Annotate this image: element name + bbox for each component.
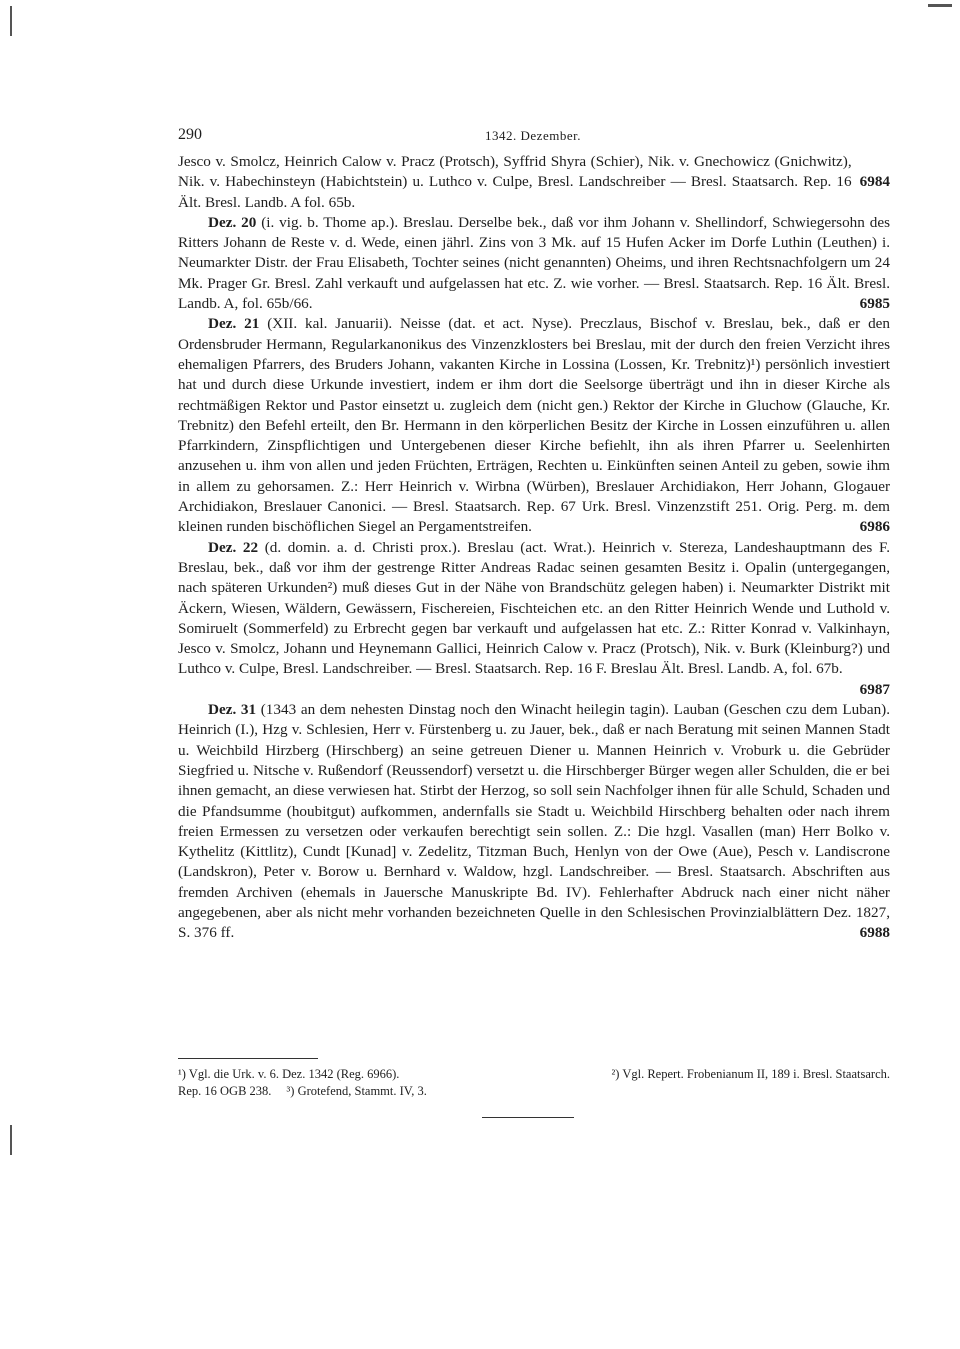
regest-entry-6986	[178, 314, 890, 537]
footnote-1: ¹) Vgl. die Urk. v. 6. Dez. 1342 (Reg. 6966).	[178, 1067, 400, 1081]
page-number: 290	[178, 126, 202, 143]
regest-entry-6984	[178, 152, 890, 213]
regest-number: 6988	[859, 924, 890, 942]
footnote-separator	[178, 1058, 318, 1059]
footnote-line-1	[178, 1066, 890, 1083]
page-header	[178, 126, 888, 148]
scan-edge-mark-bottom-left	[10, 1125, 12, 1155]
page-end-rule	[482, 1117, 574, 1118]
footnote-2-continued: Rep. 16 OGB 238.	[178, 1084, 272, 1098]
footnote-line-2	[178, 1083, 890, 1100]
regesta-body	[178, 152, 890, 944]
scan-edge-mark-top-right	[928, 4, 952, 7]
regest-text: (1343 an dem nehesten Dinstag noch den Winacht heilegin tagin). Lauban (Geschen czu dem Luban). Heinrich (I.), Hzg v. Schlesien, Herr v. Fürstenberg u. zu Jauer, bek., daß er nach Beratung mit seinen Mannen Stadt u. Weichbild Hirzberg (Hirschberg) an seine getreuen Diener u. Mannen Heinrich v. Vroburk u. die Gebrüder Siegfried u. Nitsche v. Rußendorf (Reussendorf) versetzt u. die Hirschberger Bürger wegen aller Schulden, die er bei ihnen gemacht, an diese verwiesen hat. Stirbt der Herzog, so soll sein Nachfolger ihnen für alle Schuld, Schaden und die Pfandsumme (houbitgut) aufkommen, andernfalls sie Stadt u. Weichbild Hirschberg behalten oder nach ihrem freien Ermessen zu versetzen oder verkaufen berechtigt sein sollen. Z.: Die hzgl. Vasallen (man) Herr Bolko v. Kythelitz (Kittlitz), Cundt [Kunad] v. Zedelitz, Titzman Buch, Henlyn von der Owe (Aue), Pesch v. Landiscrone (Landskron), Peter v. Borow u. Bernhard v. Waldow, hzgl. Landschreiber. — Bresl. Staatsarch. Abschriften aus fremden Archiven (ehemals in Jauersche Manuskripte Bd. IV). Fehlerhafter Abdruck nach einer nicht näher angegebenen, aber als nicht mehr vorhanden bezeichneten Quelle in den Schlesischen Provinzialblättern Dez. 1827, S. 376 ff.	[178, 701, 891, 942]
footnote-3: ³) Grotefend, Stammt. IV, 3.	[286, 1084, 427, 1098]
footnote-2: ²) Vgl. Repert. Frobenianum II, 189 i. Bresl. Staatsarch.	[611, 1067, 890, 1081]
regest-date: Dez. 31	[208, 701, 257, 719]
regest-entry-6987	[178, 538, 890, 700]
running-head: 1342. Dezember.	[485, 128, 581, 143]
regest-text: (d. domin. a. d. Christi prox.). Breslau (act. Wrat.). Heinrich v. Stereza, Landeshauptmann des F. Breslau, bek., daß vor ihm der gestrenge Ritter Andreas Radac seinen gesamten Besitz i. Opalin (untergegangen, nach späteren Urkunden²) muß dieses Gut in der Nähe von Brandschütz gelegen haben) i. Neumarkter Distrikt mit Äckern, Wiesen, Wäldern, Gewässern, Fischereien, Fischteichen etc. an den Ritter Heinrich Wende und Luthold v. Somiruelt (Sommerfeld) zu Erbrecht gegen bar verkauft und aufgelassen hat etc. Z.: Ritter Konrad v. Valkinhayn, Jesco v. Smolcz, Johann und Heynemann Gallici, Heinrich Calow v. Pracz (Protsch), Nik. v. Burk (Kleinburg?) und Luthco v. Culpe, Bresl. Landschreiber. — Bresl. Staatsarch. Rep. 16 F. Breslau Ält. Bresl. Landb. A, fol. 67b.	[178, 538, 890, 678]
regest-text: Jesco v. Smolcz, Heinrich Calow v. Pracz (Protsch), Syffrid Shyra (Schier), Nik. v. Gnechowicz (Gnichwitz), Nik. v. Habechinsteyn (Habichtstein) u. Luthco v. Culpe, Bresl. Landschreiber — Bresl. Staatsarch. Rep. 16 Ält. Bresl. Landb. A fol. 65b.	[178, 153, 852, 211]
regest-date: Dez. 21	[208, 315, 260, 333]
regest-number: 6986	[859, 518, 890, 536]
regest-entry-6988	[178, 700, 890, 944]
scan-edge-mark-top-left	[10, 6, 12, 36]
footnotes	[178, 1066, 890, 1100]
regest-date: Dez. 22	[208, 538, 259, 556]
regest-text: (i. vig. b. Thome ap.). Breslau. Derselbe bek., daß vor ihm Johann v. Shellindorf, Schwiegersohn des Ritters Johann de Reste v. d. Wede, einen jährl. Zins von 3 Mk. auf 15 Hufen Acker im Dorfe Luthin (Leuthen) i. Neumarkter Distr. der Frau Elisabeth, Tochter seines (nicht genannten) Oheims, und ihren Rechtsnachfolgern um 24 Mk. Prager Gr. Bresl. Zahl verkauft und aufgelassen hat etc. Z. wie vorher. — Bresl. Staatsarch. Rep. 16 Ält. Bresl. Landb. A, fol. 65b/66.	[178, 213, 890, 313]
regest-number: 6984	[859, 173, 890, 190]
regest-entry-6985	[178, 213, 890, 314]
regest-number: 6987	[859, 680, 890, 698]
regest-text: (XII. kal. Januarii). Neisse (dat. et act. Nyse). Preczlaus, Bischof v. Breslau, bek., daß er den Ordensbruder Hermann, Regularkanonikus des Vinzenzklosters bei Breslau, mit der durch den freien Verzicht ihres ehemaligen Pfarrers, des Bruders Johann, vakanten Kirche in Lossina (Lossen, Kr. Trebnitz)¹) persönlich investiert hat und durch diese Urkunde investiert, indem er ihm dort die Seelsorge überträgt und ihn in dieser Kirche als rechtmäßigen Rektor und Pastor einsetzt u. zugleich dem (nicht gen.) Rektor der Kirche in Gluchow (Glauche, Kr. Trebnitz) den Befehl erteilt, den Br. Hermann in den körperlichen Besitz der Kirche in Lossen einzuführen u. allen Pfarrkindern, Zinspflichtigen und Untergebenen dieser Kirche befiehlt, ihn als ihren Pfarrer u. Seelenhirten anzusehen u. ihm von allen und jeden Früchten, Erträgen, Rechten u. Einkünften seinen Anteil zu geben, sowie ihm in allem zu gehorsamen. Z.: Herr Heinrich v. Wirbna (Würben), Breslauer Archidiakon, Herr Johann, Glogauer Archidiakon, Breslauer Canonici. — Bresl. Staatsarch. Rep. 67 Urk. Bresl. Vinzenzstift 251. Orig. Perg. m. dem kleinen runden bischöflichen Siegel an Pergamentstreifen.	[178, 315, 891, 536]
regest-number: 6985	[859, 295, 890, 313]
regest-date: Dez. 20	[208, 213, 257, 231]
